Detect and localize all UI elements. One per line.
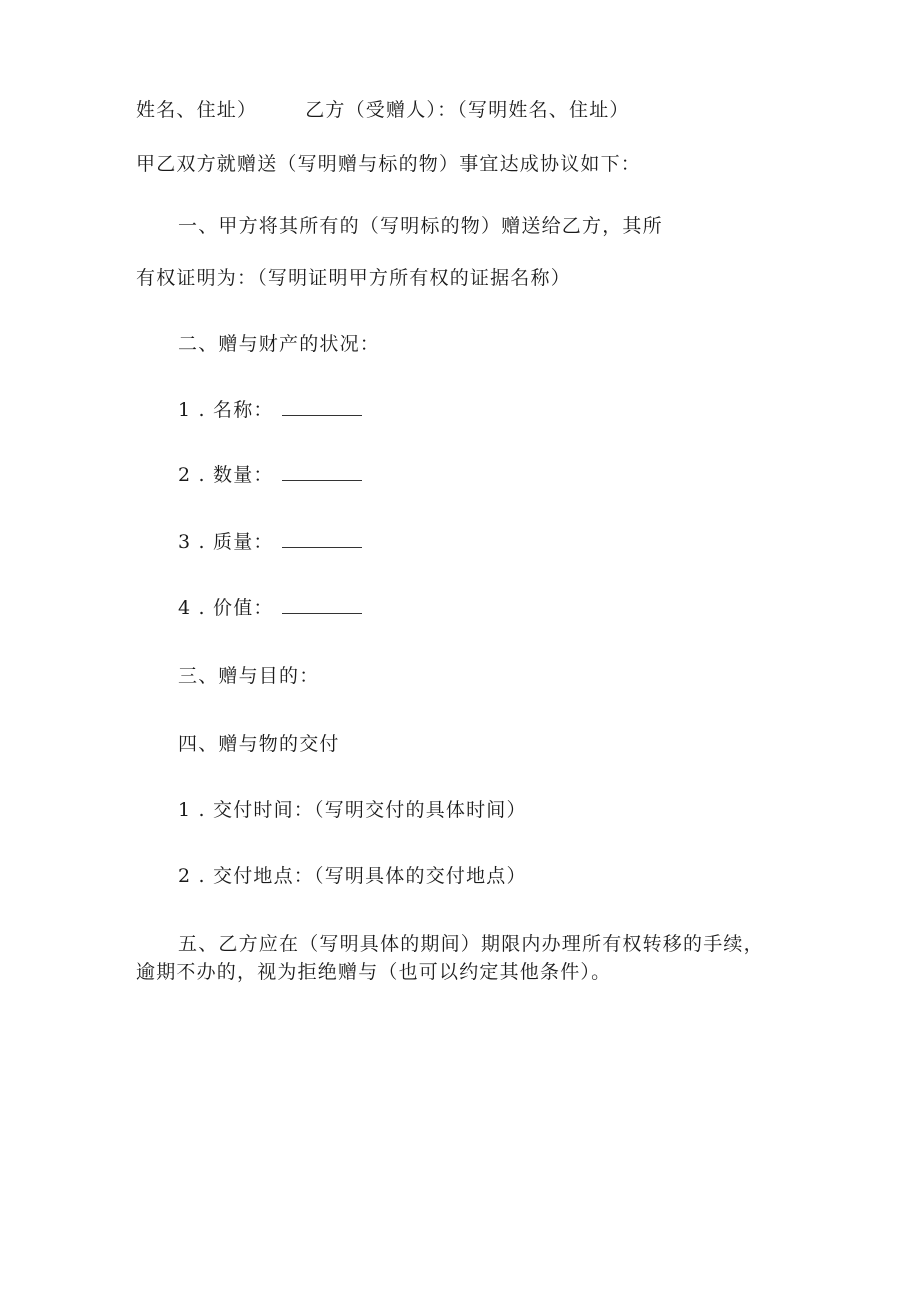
property-quantity-row [178,463,362,487]
property-quality-label: 3 . 质量： [178,531,274,553]
property-name-label: 1 . 名称： [178,399,274,421]
property-quantity-blank [282,466,362,481]
clause-2-title: 二、赠与财产的状况： [178,333,381,355]
clause-5-line-2: 逾期不办的，视为拒绝赠与（也可以约定其他条件）。 [136,961,612,983]
property-name-row [178,398,362,422]
header-line [136,98,630,122]
donor-info-tail: 姓名、住址） [136,99,258,121]
donee-info: 乙方（受赠人）：（写明姓名、住址） [305,99,630,121]
property-value-blank [282,599,362,614]
property-value-label: 4 . 价值： [178,597,274,619]
property-value-row [178,596,362,620]
delivery-place: 2 . 交付地点：（写明具体的交付地点） [178,865,527,887]
property-quantity-label: 2 . 数量： [178,464,274,486]
delivery-time: 1 . 交付时间：（写明交付的具体时间） [178,799,527,821]
clause-1-line-2: 有权证明为：（写明证明甲方所有权的证据名称） [136,267,571,289]
property-quality-row [178,530,362,554]
clause-3-title: 三、赠与目的： [178,665,320,687]
property-name-blank [282,401,362,416]
property-quality-blank [282,533,362,548]
clause-5-line-1: 五、乙方应在（写明具体的期间）期限内办理所有权转移的手续， [178,933,764,955]
clause-1-line-1: 一、甲方将其所有的（写明标的物）赠送给乙方，其所 [178,215,663,237]
clause-4-title: 四、赠与物的交付 [178,733,340,755]
agreement-intro: 甲乙双方就赠送（写明赠与标的物）事宜达成协议如下： [136,153,642,175]
